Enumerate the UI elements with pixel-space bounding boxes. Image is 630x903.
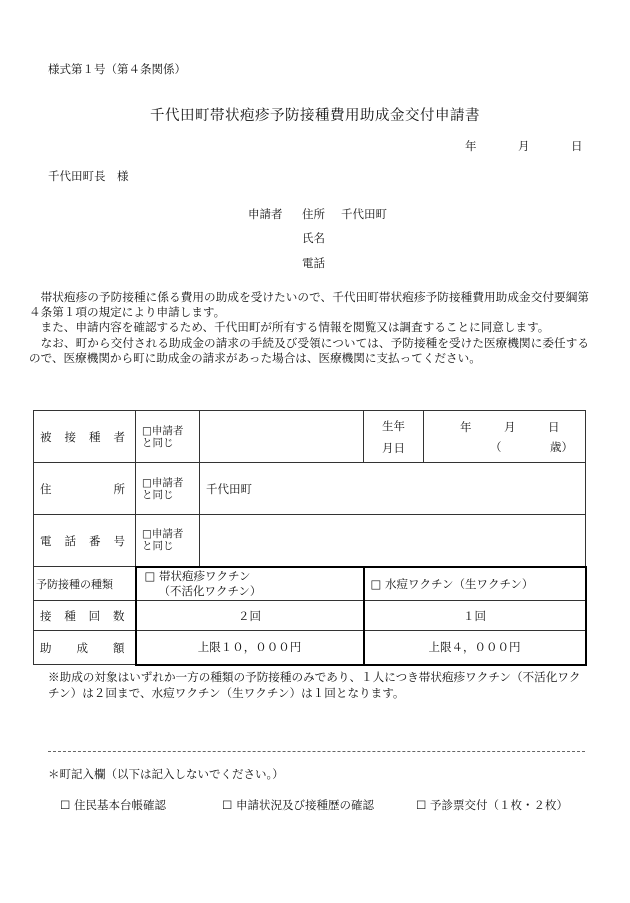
recipient-label: 被接種者	[40, 429, 125, 444]
doses-zoster: ２回	[136, 601, 364, 631]
body-paragraph-2: また、申請内容を確認するため、千代田町が所有する情報を閲覧又は調査することに同意します。	[40, 320, 550, 335]
address-same-checkbox[interactable]: □申請者 と同じ	[136, 463, 200, 515]
birthdate-field[interactable]: 年 月 日 （ 歳）	[424, 411, 586, 463]
applicant-label: 申請者	[248, 207, 283, 221]
applicant-address-value: 千代田町	[341, 207, 387, 221]
body-paragraph-1: 帯状疱疹の予防接種に係る費用の助成を受けたいので、千代田町帯状疱疹予防接種費用助成金交付要綱第４条第１項の規定により申請します。	[29, 290, 589, 320]
recipient-row	[34, 411, 586, 463]
addressee: 千代田町長 様	[48, 169, 129, 183]
recipient-same-checkbox[interactable]: □申請者 と同じ	[136, 411, 200, 463]
subsidy-varicella: 上限４，０００円	[364, 631, 586, 665]
vaccine-zoster-option[interactable]: □ 帯状疱疹ワクチン （不活化ワクチン）	[136, 567, 364, 601]
subsidy-row	[34, 631, 586, 665]
address-field[interactable]: 千代田町	[200, 463, 586, 515]
date-month-label: 月	[518, 139, 530, 153]
office-use-heading: ＊町記入欄（以下は記入しないでください。）	[48, 767, 284, 781]
phone-same-checkbox[interactable]: □申請者 と同じ	[136, 515, 200, 567]
vaccine-type-label: 予防接種の種類	[34, 567, 136, 601]
body-paragraph-3: なお、町から交付される助成金の請求の手続及び受領については、予防接種を受けた医療機関に委任するので、医療機関から町に助成金の請求があった場合は、医療機関に支払ってください。	[29, 335, 589, 365]
subsidy-label: 助成額	[40, 640, 125, 655]
body-text	[29, 290, 589, 366]
vaccine-varicella-option[interactable]: □ 水痘ワクチン（生ワクチン）	[364, 567, 586, 601]
doses-label: 接種回数	[40, 608, 125, 623]
address-row	[34, 463, 586, 515]
phone-field[interactable]	[200, 515, 586, 567]
check-resident-registry[interactable]: ☐ 住民基本台帳確認	[60, 798, 166, 812]
phone-row	[34, 515, 586, 567]
address-label: 住所	[40, 481, 125, 496]
check-application-history[interactable]: ☐ 申請状況及び接種歴の確認	[222, 798, 374, 812]
application-table	[33, 410, 587, 666]
eligibility-note: ※助成の対象はいずれか一方の種類の予防接種のみであり、１人につき帯状疱疹ワクチン（不活化ワクチン）は２回まで、水痘ワクチン（生ワクチン）は１回となります。	[48, 670, 581, 700]
doses-row	[34, 601, 586, 631]
applicant-name-label: 氏名	[302, 231, 325, 245]
form-number: 様式第１号（第４条関係）	[48, 62, 186, 76]
date-year-label: 年	[465, 139, 477, 153]
birthdate-label: 生年 月日	[364, 411, 424, 463]
cut-line	[48, 751, 585, 752]
page-title: 千代田町帯状疱疹予防接種費用助成金交付申請書	[150, 108, 480, 124]
date-day-label: 日	[571, 139, 583, 153]
doses-varicella: １回	[364, 601, 586, 631]
check-questionnaire-issued[interactable]: ☐ 予診票交付（１枚・２枚）	[416, 798, 568, 812]
applicant-address-label: 住所	[302, 207, 325, 221]
recipient-name-field[interactable]	[200, 411, 364, 463]
applicant-phone-label: 電話	[302, 256, 325, 270]
subsidy-zoster: 上限１０，０００円	[136, 631, 364, 665]
vaccine-type-row	[34, 567, 586, 601]
phone-label: 電話番号	[40, 533, 125, 548]
